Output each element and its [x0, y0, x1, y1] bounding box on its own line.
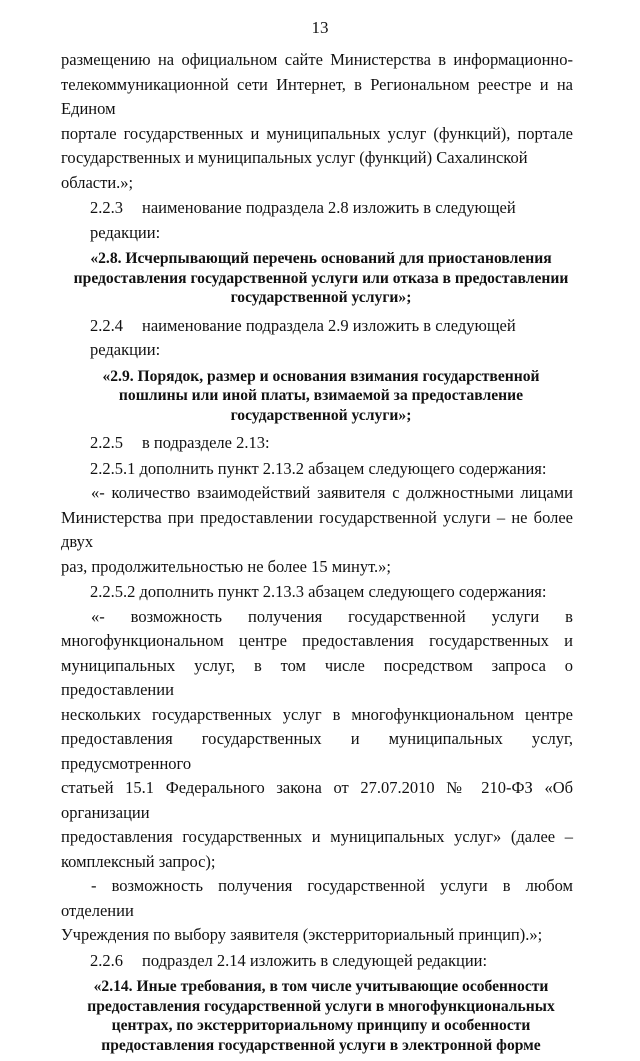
text-line: размещению на официальном сайте Министерства в информационно- [61, 50, 573, 69]
word: в [565, 606, 573, 626]
item-text: наименование подраздела 2.9 изложить в следующей редакции: [90, 315, 516, 359]
item-text: в подразделе 2.13: [142, 433, 270, 452]
item-2-2-5-1: 2.2.5.1 дополнить пункт 2.13.2 абзацем следующего содержания: [90, 458, 547, 478]
quote-exterritorial [61, 874, 573, 948]
text-line: предоставления государственных и муниципальных услуг» (далее – [61, 827, 573, 846]
text-line: нескольких государственных услуг в многофункциональном центре [61, 704, 573, 724]
page-number: 13 [311, 18, 329, 37]
heading-line: государственной услуги»; [230, 289, 412, 306]
text-line: - возможность получения государственной услуги в любом отделении [61, 876, 573, 920]
item-number: 2.2.4 [90, 315, 123, 335]
heading-line: «2.9. Порядок, размер и основания взимания государственной [102, 367, 540, 385]
heading-line: предоставления государственной услуги в многофункциональных [87, 997, 555, 1015]
text-line: комплексный запрос); [61, 851, 216, 871]
text-line: статьей 15.1 Федерального закона от 27.07.2010 № 210-ФЗ «Об организации [61, 778, 573, 822]
heading-line: «2.14. Иные требования, в том числе учитывающие особенности [93, 978, 549, 995]
heading-line: «2.8. Исчерпывающий перечень оснований для приостановления [90, 250, 552, 267]
text-line: Министерства при предоставлении государственной услуги – не более двух [61, 507, 573, 551]
heading-2-8 [61, 249, 573, 308]
text-line: Учреждения по выбору заявителя (экстерриториальный принцип).»; [61, 925, 543, 944]
item-number: 2.2.6 [90, 950, 123, 970]
word: услуги [491, 606, 540, 626]
text-line: государственных и муниципальных услуг (функций) Сахалинской области.»; [61, 148, 528, 192]
word: государственной [348, 606, 466, 626]
word: «- [91, 606, 105, 626]
item-2-2-4 [61, 314, 573, 363]
item-text: подраздел 2.14 изложить в следующей редакции: [142, 950, 488, 970]
text-line: портале государственных и муниципальных услуг (функций), портале [61, 123, 573, 143]
item-2-2-3 [61, 196, 573, 245]
item-text: наименование подраздела 2.8 изложить в следующей редакции: [90, 198, 516, 242]
text-line: телекоммуникационной сети Интернет, в Региональном реестре и на Едином [61, 74, 573, 118]
item-number: 2.2.3 [90, 198, 123, 217]
text-line [61, 605, 573, 630]
heading-line: государственной услуги»; [230, 406, 412, 424]
quote-mfc [61, 605, 573, 875]
item-2-2-5 [61, 431, 573, 456]
document-body [61, 48, 573, 1061]
item-number: 2.2.5 [90, 433, 123, 452]
item-2-2-5-2: 2.2.5.2 дополнить пункт 2.13.3 абзацем следующего содержания: [90, 582, 547, 601]
heading-line: предоставления государственной услуги или отказа в предоставлении [73, 269, 569, 287]
quote-interactions [61, 481, 573, 579]
text-line: муниципальных услуг, в том числе посредством запроса о предоставлении [61, 655, 573, 699]
item-2-2-6 [61, 949, 573, 974]
heading-2-14 [61, 977, 573, 1055]
heading-2-9 [61, 367, 573, 426]
heading-line: предоставления государственной услуги в электронной форме [101, 1036, 541, 1054]
word: возможность [130, 606, 223, 626]
paragraph-publication [61, 48, 573, 195]
text-line: многофункциональном центре предоставления государственных и [61, 631, 573, 650]
text-line: раз, продолжительностью не более 15 минут.»; [61, 556, 391, 576]
text-line: «- количество взаимодействий заявителя с должностными лицами [91, 483, 573, 502]
heading-line: центрах, по экстерриториальному принципу и особенности [111, 1017, 531, 1034]
text-line: предоставления государственных и муниципальных услуг, предусмотренного [61, 729, 573, 773]
word: получения [247, 606, 323, 626]
heading-line: пошлины или иной платы, взимаемой за предоставление [118, 387, 524, 404]
